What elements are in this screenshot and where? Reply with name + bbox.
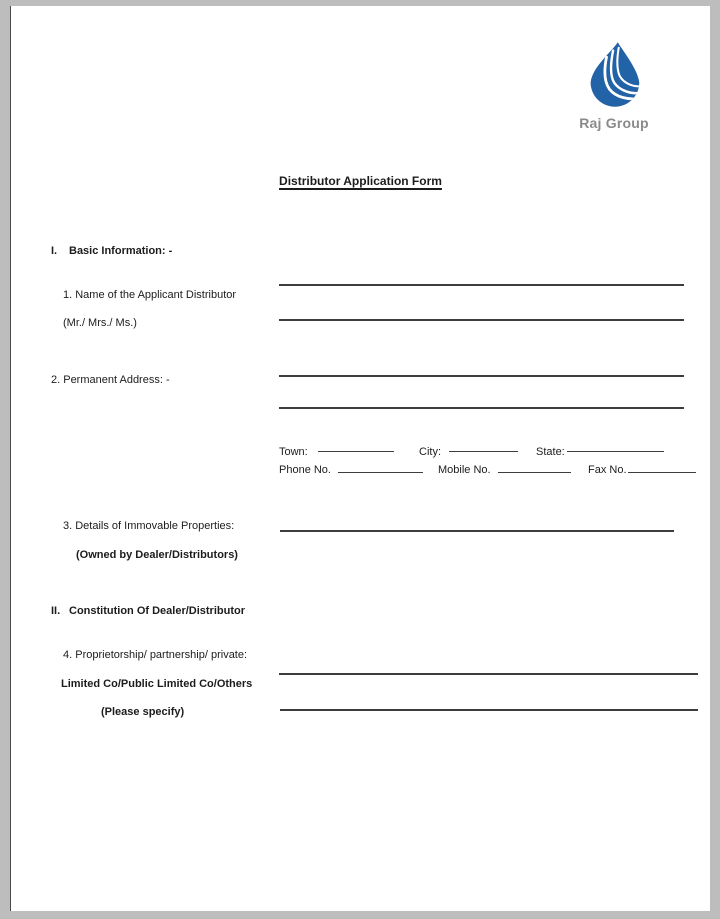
properties-field-line[interactable] [280,530,674,532]
mobile-field-line[interactable] [498,472,571,473]
state-label: State: [536,446,565,458]
address-line-2[interactable] [279,407,684,409]
section-heading-label: Constitution Of Dealer/Distributor [69,605,245,617]
mobile-label: Mobile No. [438,464,491,476]
q3-label: 3. Details of Immovable Properties: [63,520,235,532]
fax-field-line[interactable] [628,472,696,473]
q3-sublabel: (Owned by Dealer/Distributors) [76,549,238,561]
q4-sublabel: (Please specify) [101,706,185,718]
state-field-line[interactable] [567,451,664,452]
q1-sublabel: (Mr./ Mrs./ Ms.) [63,317,137,329]
phone-label: Phone No. [279,464,331,476]
address-line-1[interactable] [279,375,684,377]
water-drop-icon [585,40,643,108]
section-heading-label: Basic Information: - [69,245,173,257]
phone-field-line[interactable] [338,472,423,473]
section-numeral: I. [51,245,58,257]
constitution-field-line-1[interactable] [279,673,698,675]
applicant-name-line-1[interactable] [279,284,684,286]
section-numeral: II. [51,605,61,617]
town-field-line[interactable] [318,451,394,452]
brand-name: Raj Group [579,115,649,131]
form-page [10,6,710,911]
q2-label: 2. Permanent Address: - [51,374,170,386]
town-label: Town: [279,446,308,458]
constitution-field-line-2[interactable] [280,709,698,711]
section-constitution-heading [51,605,245,618]
section-basic-heading [51,245,172,258]
fax-label: Fax No. [588,464,627,476]
q4-label2: Limited Co/Public Limited Co/Others [61,678,253,690]
city-label: City: [419,446,441,458]
q1-label: 1. Name of the Applicant Distributor [63,289,237,301]
applicant-name-line-2[interactable] [279,319,684,321]
raj-group-logo [571,40,657,131]
q4-label: 4. Proprietorship/ partnership/ private: [63,649,248,661]
form-title: Distributor Application Form [279,174,442,188]
city-field-line[interactable] [449,451,518,452]
